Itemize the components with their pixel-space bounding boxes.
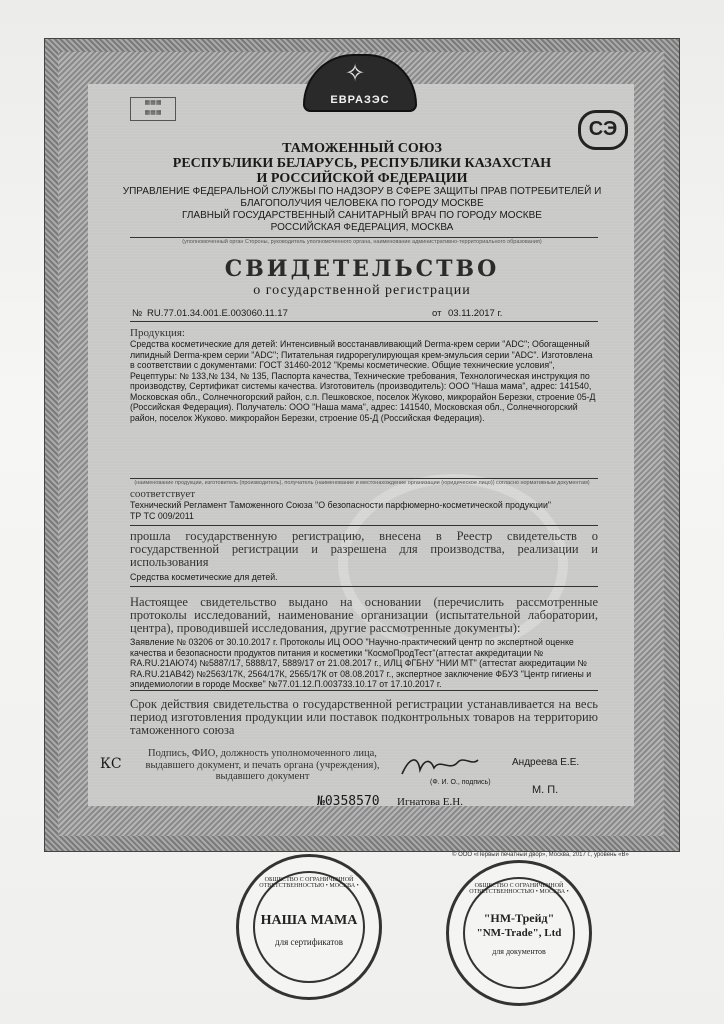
divider bbox=[130, 237, 598, 238]
printer-footer-note: © ООО «Первый печатный двор», Москва, 2017 г., уровень «В» bbox=[452, 852, 629, 858]
product-description: Средства косметические для детей: Интенсивный восстанавливающий Derma-крем серии "ADC"; Обогащенный липидный Derma-крем серии "ADC"; Питательная гидрорегулирующая крем-эмульсия серии "ADC". Изготовлена в соответствии с документами: ГОСТ 31460-2012 "Кремы косметические. Общие технические условия", Рецептуры: № 133,№ 134, № 135, Паспорта качества, Технические требования, Технологическая инструкция по производству, Сертификат системы качества. Изготовитель (производитель): ООО "Наша мама", адрес: 141540, Московская обл., Солнечногорский район, с.п. Пешковское, поселок Жуково, микрорайон Березки, строение 05-Д (Российская Федерация). Получатель: ООО "Наша мама", адрес: 141540, Московская обл., Солнечногорский район, поселок Жуково. микрорайон Березки, строение 05-Д (Российская Федерация). bbox=[130, 339, 596, 423]
margin-mark: КС bbox=[100, 756, 122, 772]
stamp-ring-text: ОБЩЕСТВО С ОГРАНИЧЕННОЙ ОТВЕТСТВЕННОСТЬЮ • МОСКВА • bbox=[259, 877, 359, 889]
usage-area: Средства косметические для детей. bbox=[130, 572, 278, 582]
stamp-center-text: НАША МАМА bbox=[260, 913, 358, 928]
authority-line2: БЛАГОПОЛУЧИЯ ЧЕЛОВЕКА ПО ГОРОДУ МОСКВЕ bbox=[240, 198, 484, 209]
number-prefix: № bbox=[132, 308, 143, 319]
hologram-sticker: ▦▦▦ ▦▦▦ bbox=[130, 97, 176, 121]
stamp-center-line1: "НМ-Трейд" bbox=[483, 911, 555, 925]
stamp-ring-text: ОБЩЕСТВО С ОГРАНИЧЕННОЙ ОТВЕТСТВЕННОСТЬЮ • МОСКВА • bbox=[469, 883, 569, 895]
seal-placeholder: М. П. bbox=[532, 784, 559, 796]
authority-line1: УПРАВЛЕНИЕ ФЕДЕРАЛЬНОЙ СЛУЖБЫ ПО НАДЗОРУ В СФЕРЕ ЗАЩИТЫ ПРАВ ПОТРЕБИТЕЛЕЙ И bbox=[122, 186, 602, 197]
stamp-sub-text: для документов bbox=[492, 947, 546, 956]
basis-documents: Заявление № 03206 от 30.10.2017 г. Протоколы ИЦ ООО "Научно-практический центр по экспертной оценке качества и безопасности продуктов питания и косметики "КосмоПродТест"(аттестат аккредитации № RA.RU.21АЮ74) №5887/17, 5888/17, 5889/17 от 21.08.2017 г., ИЛЦ ФГБНУ "НИИ МТ" (аттестат аккредитации № RA.RU.21АВ42) №2563/17К, 2564/17К, 2565/17К от 08.08.2017 г., экспертное заключение ФБУЗ "Центр гигиены и эпидемиологии в городе Москве" №77.01.12.П.003733.10.17 от 17.10.2017 г. bbox=[130, 637, 592, 689]
issue-date: 03.11.2017 г. bbox=[448, 308, 503, 319]
divider bbox=[130, 478, 598, 479]
form-signer: Игнатова Е.Н. bbox=[397, 796, 463, 808]
conformity-mark-icon: СЭ bbox=[578, 110, 628, 150]
authority-line4: РОССИЙСКАЯ ФЕДЕРАЦИЯ, МОСКВА bbox=[270, 222, 454, 233]
header-line2: РЕСПУБЛИКИ БЕЛАРУСЬ, РЕСПУБЛИКИ КАЗАХСТАН bbox=[172, 156, 552, 171]
basis-intro: Настоящее свидетельство выдано на основании (перечислить рассмотренные протоколы исследований, наименование организации (испытательной лаборатории, центра), проводившей исследования, другие рассмотренные документы): bbox=[130, 595, 598, 635]
eagle-icon: ✧ bbox=[345, 60, 366, 87]
logo-text: ЕВРАЗЭС bbox=[330, 94, 390, 106]
divider bbox=[130, 586, 598, 587]
registration-number: RU.77.01.34.001.E.003060.11.17 bbox=[147, 308, 288, 319]
stamp-center-line2: "NM-Trade", Ltd bbox=[476, 927, 562, 939]
certificate-subtitle: о государственной регистрации bbox=[253, 283, 471, 298]
compliance-label: соответствует bbox=[130, 488, 196, 500]
handwritten-signature bbox=[400, 752, 480, 780]
validity-statement: Срок действия свидетельства о государственной регистрации устанавливается на весь период изготовления продукции или поставок подконтрольных товаров на территорию таможенного союза bbox=[130, 697, 598, 737]
registration-statement: прошла государственную регистрацию, внесена в Реестр свидетельств о государственной регистрации и разрешена для производства, реализации и использования bbox=[130, 529, 598, 569]
company-stamp-nasha-mama bbox=[236, 854, 382, 1000]
header-line3: И РОССИЙСКОЙ ФЕДЕРАЦИИ bbox=[256, 171, 468, 186]
certificate-title: СВИДЕТЕЛЬСТВО bbox=[224, 256, 500, 282]
authority-caption: (уполномоченный орган Стороны, руководитель уполномоченного органа, наименование административно-территориального образования) bbox=[182, 239, 542, 245]
signer-name: Андреева Е.Е. bbox=[512, 757, 580, 768]
signature-caption: Подпись, ФИО, должность уполномоченного лица, выдавшего документ, и печать органа (учреждения), выдавшего документ bbox=[145, 748, 380, 782]
divider bbox=[130, 525, 598, 526]
stamp-sub-text: для сертификатов bbox=[275, 937, 343, 947]
authority-line3: ГЛАВНЫЙ ГОСУДАРСТВЕННЫЙ САНИТАРНЫЙ ВРАЧ ПО ГОРОДУ МОСКВЕ bbox=[182, 210, 542, 221]
compliance-regulation: Технический Регламент Таможенного Союза "О безопасности парфюмерно-косметической продукции" bbox=[130, 500, 551, 510]
form-serial-number: №0358570 bbox=[317, 794, 380, 809]
company-stamp-nm-trade bbox=[446, 860, 592, 1006]
divider bbox=[130, 690, 598, 691]
compliance-code: ТР ТС 009/2011 bbox=[130, 511, 194, 521]
divider bbox=[130, 321, 598, 322]
product-caption: (наименование продукции, изготовитель (производитель), получатель (наименование и местонахождение организации (юридическое лицо)) согласно нормативным документам) bbox=[134, 480, 590, 486]
header-line1: ТАМОЖЕННЫЙ СОЮЗ bbox=[282, 141, 442, 156]
product-label: Продукция: bbox=[130, 327, 185, 339]
date-prefix: от bbox=[432, 308, 442, 319]
fio-caption: (Ф. И. О., подпись) bbox=[430, 779, 491, 786]
